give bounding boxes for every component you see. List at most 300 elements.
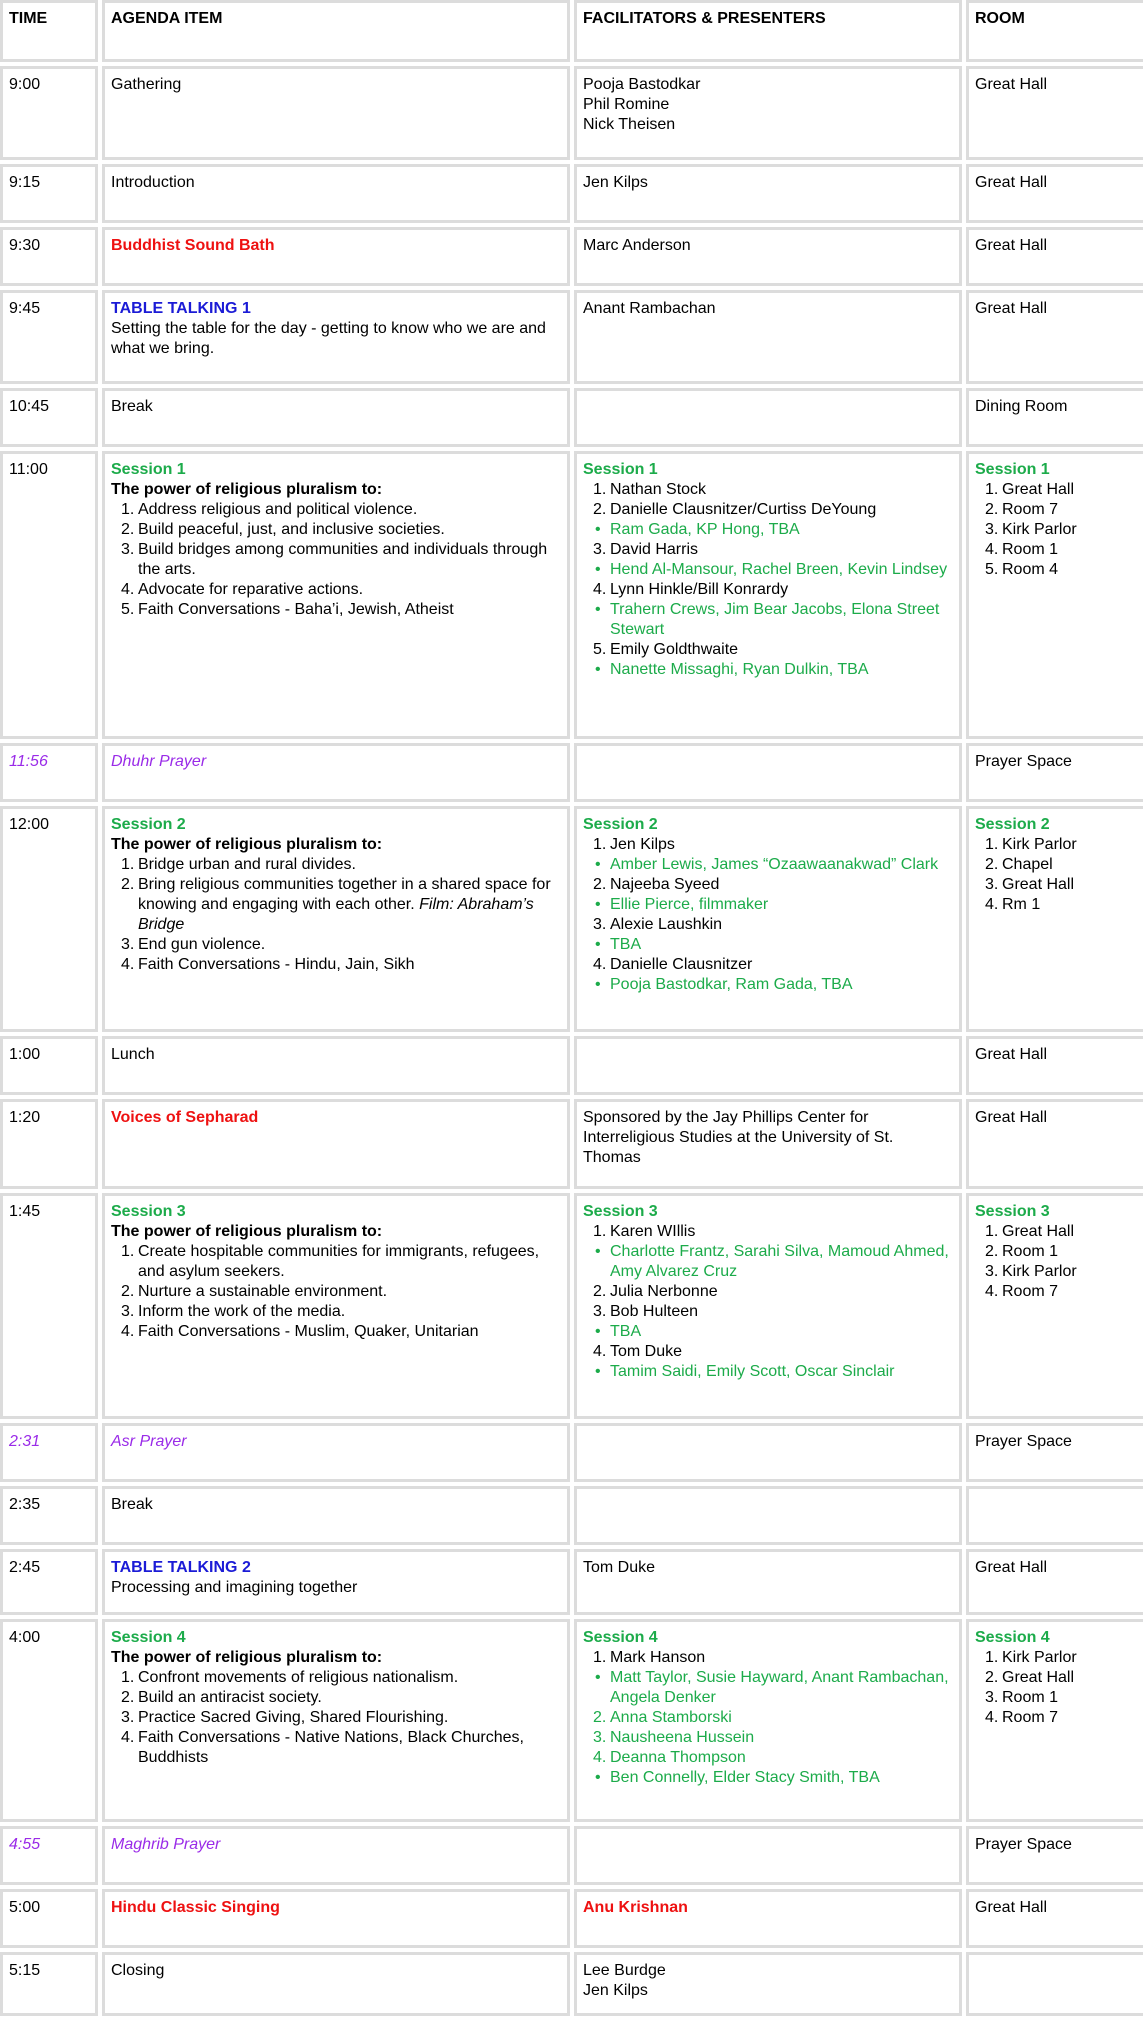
row-time: 11:00 — [0, 451, 98, 739]
agenda-row — [0, 1549, 1143, 1615]
list-number: 3. — [121, 541, 135, 558]
list-number: 4. — [121, 1729, 135, 1746]
row-room: Dining Room — [966, 388, 1143, 447]
row-room — [966, 1193, 1143, 1419]
session-topic-list — [111, 1668, 561, 1768]
list-item-text: Room 7 — [1002, 1709, 1059, 1726]
list-number: 3. — [593, 541, 607, 558]
list-item-text: Faith Conversations - Baha’i, Jewish, Atheist — [138, 601, 454, 618]
row-time: 5:00 — [0, 1889, 98, 1948]
row-item: Gathering — [102, 66, 570, 160]
row-room — [966, 1486, 1143, 1545]
list-item — [583, 835, 953, 855]
list-number: 3. — [593, 916, 607, 933]
row-time: 12:00 — [0, 806, 98, 1032]
bullet-marker: • — [595, 1669, 601, 1686]
session-title: Session 4 — [111, 1629, 186, 1646]
row-time: 5:15 — [0, 1952, 98, 2016]
list-item — [583, 500, 953, 520]
list-item-text: Amber Lewis, James “Ozaawaanakwad” Clark — [610, 856, 939, 873]
list-item — [975, 1688, 1138, 1708]
row-room: Great Hall — [966, 66, 1143, 160]
row-facilitators: Anu Krishnan — [574, 1889, 962, 1948]
list-item-text: Create hospitable communities for immigrants, refugees, and asylum seekers. — [138, 1243, 540, 1280]
agenda-row — [0, 1423, 1143, 1482]
list-item: 1. Bridge urban and rural divides. — [121, 856, 356, 873]
list-number: 2. — [593, 501, 607, 518]
row-time: 1:45 — [0, 1193, 98, 1419]
row-room: Great Hall — [966, 290, 1143, 384]
list-item-text: Room 7 — [1002, 1283, 1059, 1300]
list-number: 4. — [985, 1283, 999, 1300]
row-room — [966, 806, 1143, 1032]
list-item — [111, 1688, 561, 1708]
agenda-row-session — [0, 1193, 1143, 1419]
row-room: Great Hall — [966, 1549, 1143, 1615]
list-item — [111, 1282, 561, 1302]
list-number: 1. — [121, 501, 135, 518]
list-item-text: Confront movements of religious nationalism. — [138, 1669, 459, 1686]
session-topic-list — [111, 1242, 561, 1342]
row-time: 11:56 — [0, 743, 98, 802]
list-item — [975, 1242, 1138, 1262]
list-item-text: Room 4 — [1002, 561, 1059, 578]
row-facilitators: Anant Rambachan — [574, 290, 962, 384]
list-item — [975, 560, 1138, 580]
list-number: 4. — [985, 541, 999, 558]
list-item — [975, 480, 1138, 500]
session-title: Session 2 — [111, 816, 186, 833]
row-room — [966, 451, 1143, 739]
table-talking-title: TABLE TALKING 2 — [111, 1559, 251, 1576]
list-item — [583, 1302, 953, 1322]
list-item — [111, 1668, 561, 1688]
agenda-row — [0, 1099, 1143, 1189]
agenda-row — [0, 66, 1143, 160]
list-item-text: Charlotte Frantz, Sarahi Silva, Mamoud Ahmed, Amy Alvarez Cruz — [610, 1243, 949, 1280]
list-number: 4. — [121, 581, 135, 598]
row-room: Great Hall — [966, 1099, 1143, 1189]
row-item: Lunch — [102, 1036, 570, 1095]
list-item-text: Hend Al-Mansour, Rachel Breen, Kevin Lindsey — [610, 561, 948, 578]
list-item — [583, 1648, 953, 1668]
facilitator-name: Jen Kilps — [583, 1982, 648, 1999]
agenda-row — [0, 1952, 1143, 2016]
agenda-row — [0, 1826, 1143, 1885]
row-facilitators — [574, 388, 962, 447]
row-item: Break — [102, 388, 570, 447]
list-item-text: Rm 1 — [1002, 896, 1041, 913]
list-item-text: TBA — [610, 1323, 642, 1340]
agenda-row-session — [0, 1619, 1143, 1822]
list-number: 4. — [121, 1323, 135, 1340]
row-item: Introduction — [102, 164, 570, 223]
list-item-text: Faith Conversations - Native Nations, Black Churches, Buddhists — [138, 1729, 524, 1766]
list-item-text: Advocate for reparative actions. — [138, 581, 364, 598]
list-item — [583, 935, 953, 955]
list-item-text: Chapel — [1002, 856, 1053, 873]
list-item-text: Great Hall — [1002, 1669, 1075, 1686]
row-item: Buddhist Sound Bath — [102, 227, 570, 286]
list-item-text: Faith Conversations - Muslim, Quaker, Unitarian — [138, 1323, 479, 1340]
list-number: 3. — [985, 876, 999, 893]
row-facilitators: Jen Kilps — [574, 164, 962, 223]
bullet-marker: • — [595, 976, 601, 993]
list-item-text: Great Hall — [1002, 876, 1075, 893]
list-item-text: Nurture a sustainable environment. — [138, 1283, 388, 1300]
row-room: Great Hall — [966, 164, 1143, 223]
list-item-text: Tamim Saidi, Emily Scott, Oscar Sinclair — [610, 1363, 895, 1380]
list-item-text: Tom Duke — [610, 1343, 683, 1360]
row-room: Prayer Space — [966, 1423, 1143, 1482]
facilitator-list — [583, 1222, 953, 1382]
list-item — [583, 640, 953, 660]
room-list — [975, 480, 1138, 580]
row-room: Prayer Space — [966, 743, 1143, 802]
list-item — [583, 1322, 953, 1342]
bullet-marker: • — [595, 1769, 601, 1786]
list-number: 1. — [593, 1223, 607, 1240]
list-item — [583, 895, 953, 915]
row-item: Asr Prayer — [102, 1423, 570, 1482]
list-number: 2. — [985, 1243, 999, 1260]
room-list — [975, 1222, 1138, 1302]
list-item-text: Jen Kilps — [610, 836, 675, 853]
list-number: 3. — [593, 1729, 607, 1746]
list-item — [975, 520, 1138, 540]
agenda-row — [0, 1036, 1143, 1095]
facilitator-name: Phil Romine — [583, 96, 670, 113]
list-number: 1. — [593, 481, 607, 498]
row-item — [102, 451, 570, 739]
list-item — [111, 600, 561, 620]
row-item: Dhuhr Prayer — [102, 743, 570, 802]
list-item — [583, 600, 953, 640]
list-number: 2. — [121, 521, 135, 538]
list-item-text: Room 7 — [1002, 501, 1059, 518]
list-item — [111, 580, 561, 600]
list-item: 3. End gun violence. — [121, 936, 266, 953]
row-item — [102, 806, 570, 1032]
facilitator-name: Pooja Bastodkar — [583, 76, 701, 93]
row-time: 4:00 — [0, 1619, 98, 1822]
row-time: 2:35 — [0, 1486, 98, 1545]
row-time: 9:00 — [0, 66, 98, 160]
list-number: 4. — [593, 581, 607, 598]
session-title: Session 4 — [583, 1629, 658, 1646]
header-facilitators: FACILITATORS & PRESENTERS — [574, 0, 962, 62]
bullet-marker: • — [595, 1243, 601, 1260]
list-number: 5. — [121, 601, 135, 618]
row-facilitators — [574, 1423, 962, 1482]
list-item-text: Room 1 — [1002, 1689, 1059, 1706]
list-item — [111, 500, 561, 520]
list-item — [111, 1242, 561, 1282]
table-talking-title: TABLE TALKING 1 — [111, 300, 251, 317]
list-item — [583, 560, 953, 580]
bullet-marker: • — [595, 856, 601, 873]
list-item-text: Nanette Missaghi, Ryan Dulkin, TBA — [610, 661, 869, 678]
list-number: 1. — [593, 836, 607, 853]
list-item-text: Room 1 — [1002, 1243, 1059, 1260]
row-facilitators — [574, 1486, 962, 1545]
list-item — [975, 500, 1138, 520]
film-title: Film: Abraham’s Bridge — [138, 896, 534, 933]
row-facilitators — [574, 1193, 962, 1419]
list-item — [975, 855, 1138, 875]
list-item — [583, 1362, 953, 1382]
list-item-text: Deanna Thompson — [610, 1749, 746, 1766]
table-talking-description: Setting the table for the day - getting to know who we are and what we bring. — [111, 320, 546, 357]
list-number: 1. — [121, 1669, 135, 1686]
list-item-text: David Harris — [610, 541, 699, 558]
agenda-row — [0, 1486, 1143, 1545]
row-item: Voices of Sepharad — [102, 1099, 570, 1189]
list-item-text: Address religious and political violence. — [138, 501, 418, 518]
row-facilitators — [574, 1826, 962, 1885]
list-number: 4. — [985, 1709, 999, 1726]
row-facilitators: Marc Anderson — [574, 227, 962, 286]
list-item — [583, 1728, 953, 1748]
session-title: Session 1 — [975, 461, 1050, 478]
row-facilitators — [574, 1952, 962, 2016]
list-item-text: Room 1 — [1002, 541, 1059, 558]
row-item — [102, 1193, 570, 1419]
list-item-text: Build bridges among communities and individuals through the arts. — [138, 541, 548, 578]
bullet-marker: • — [595, 561, 601, 578]
list-number: 2. — [121, 1283, 135, 1300]
list-item — [583, 660, 953, 680]
session-lead: The power of religious pluralism to: — [111, 1649, 383, 1666]
list-number: 2. — [593, 1709, 607, 1726]
list-item — [583, 1282, 953, 1302]
agenda-row — [0, 388, 1143, 447]
list-item — [975, 1222, 1138, 1242]
header-row — [0, 0, 1143, 62]
list-item-text: Julia Nerbonne — [610, 1283, 718, 1300]
agenda-row — [0, 227, 1143, 286]
list-item-text: Lynn Hinkle/Bill Konrardy — [610, 581, 789, 598]
header-agenda-item: AGENDA ITEM — [102, 0, 570, 62]
list-item — [975, 540, 1138, 560]
session-title: Session 2 — [975, 816, 1050, 833]
bullet-marker: • — [595, 896, 601, 913]
list-number: 3. — [985, 1689, 999, 1706]
row-time: 9:15 — [0, 164, 98, 223]
list-item — [583, 1708, 953, 1728]
list-number: 2. — [121, 1689, 135, 1706]
list-item-text: TBA — [610, 936, 642, 953]
row-item — [102, 1619, 570, 1822]
agenda-row — [0, 164, 1143, 223]
session-title: Session 3 — [583, 1203, 658, 1220]
list-item — [975, 1668, 1138, 1688]
list-item — [975, 1262, 1138, 1282]
session-title: Session 4 — [975, 1629, 1050, 1646]
header-room: ROOM — [966, 0, 1143, 62]
list-number: 3. — [593, 1303, 607, 1320]
facilitator-list — [583, 480, 953, 680]
list-item — [583, 955, 953, 975]
facilitator-list — [583, 1648, 953, 1788]
row-time: 10:45 — [0, 388, 98, 447]
list-item-text: Inform the work of the media. — [138, 1303, 346, 1320]
list-item — [583, 1222, 953, 1242]
list-item — [111, 540, 561, 580]
row-facilitators — [574, 1036, 962, 1095]
list-item — [583, 540, 953, 560]
list-number: 4. — [593, 956, 607, 973]
row-facilitators — [574, 451, 962, 739]
list-number: 1. — [985, 1223, 999, 1240]
list-number: 1. — [121, 1243, 135, 1260]
list-number: 1. — [985, 481, 999, 498]
row-time: 2:45 — [0, 1549, 98, 1615]
list-item-text: Kirk Parlor — [1002, 1263, 1077, 1280]
list-item-text: Build peaceful, just, and inclusive societies. — [138, 521, 445, 538]
list-number: 1. — [985, 1649, 999, 1666]
list-item-text: Build an antiracist society. — [138, 1689, 322, 1706]
list-item-text: Practice Sacred Giving, Shared Flourishing. — [138, 1709, 449, 1726]
row-room: Great Hall — [966, 1889, 1143, 1948]
list-item-text: Alexie Laushkin — [610, 916, 723, 933]
list-number: 3. — [121, 1709, 135, 1726]
row-room — [966, 1619, 1143, 1822]
agenda-row — [0, 1889, 1143, 1948]
row-room — [966, 1952, 1143, 2016]
bullet-marker: • — [595, 521, 601, 538]
list-item: 2. Bring religious communities together in a shared space for knowing and engaging with each other. Film: Abraham’s Bridge — [121, 876, 551, 933]
bullet-marker: • — [595, 1363, 601, 1380]
list-item-text: Ben Connelly, Elder Stacy Smith, TBA — [610, 1769, 880, 1786]
list-number: 3. — [121, 1303, 135, 1320]
list-item — [975, 875, 1138, 895]
bullet-marker: • — [595, 936, 601, 953]
row-room: Prayer Space — [966, 1826, 1143, 1885]
row-item: Maghrib Prayer — [102, 1826, 570, 1885]
row-time: 4:55 — [0, 1826, 98, 1885]
bullet-marker: • — [595, 1323, 601, 1340]
room-list — [975, 1648, 1138, 1728]
list-item-text: Nausheena Hussein — [610, 1729, 755, 1746]
agenda-row — [0, 290, 1143, 384]
agenda-row-session — [0, 806, 1143, 1032]
row-time: 2:31 — [0, 1423, 98, 1482]
list-number: 2. — [985, 1669, 999, 1686]
list-number: 3. — [985, 1263, 999, 1280]
list-item-text: Mark Hanson — [610, 1649, 706, 1666]
row-item — [102, 290, 570, 384]
session-lead: The power of religious pluralism to: — [111, 1223, 383, 1240]
list-item — [583, 1748, 953, 1768]
list-item-text: Matt Taylor, Susie Hayward, Anant Rambachan, Angela Denker — [610, 1669, 949, 1706]
list-number: 5. — [593, 641, 607, 658]
header-time: TIME — [0, 0, 98, 62]
row-time: 1:20 — [0, 1099, 98, 1189]
row-facilitators — [574, 66, 962, 160]
agenda-row-session — [0, 451, 1143, 739]
list-item-text: Bob Hulteen — [610, 1303, 699, 1320]
row-facilitators — [574, 1619, 962, 1822]
agenda-row — [0, 743, 1143, 802]
row-facilitators: Tom Duke — [574, 1549, 962, 1615]
list-item-text: Karen WIllis — [610, 1223, 696, 1240]
list-number: 2. — [985, 501, 999, 518]
list-number: 2. — [985, 856, 999, 873]
list-item — [583, 855, 953, 875]
list-number: 3. — [985, 521, 999, 538]
list-item — [583, 1242, 953, 1282]
session-title: Session 2 — [583, 816, 658, 833]
list-item-text: Kirk Parlor — [1002, 521, 1077, 538]
row-facilitators — [574, 743, 962, 802]
list-number: 2. — [593, 876, 607, 893]
list-item — [583, 1668, 953, 1708]
row-item: Hindu Classic Singing — [102, 1889, 570, 1948]
facilitator-list — [583, 835, 953, 995]
session-title: Session 3 — [975, 1203, 1050, 1220]
list-item — [583, 915, 953, 935]
list-item-text: Kirk Parlor — [1002, 1649, 1077, 1666]
list-item — [975, 895, 1138, 915]
room-list — [975, 835, 1138, 915]
list-item — [111, 1302, 561, 1322]
row-time: 9:45 — [0, 290, 98, 384]
list-item — [583, 520, 953, 540]
list-item — [583, 1342, 953, 1362]
list-item — [975, 1282, 1138, 1302]
session-title: Session 1 — [583, 461, 658, 478]
list-item-text: Great Hall — [1002, 1223, 1075, 1240]
list-item — [583, 580, 953, 600]
list-item — [975, 1708, 1138, 1728]
list-item — [583, 480, 953, 500]
list-item — [111, 1708, 561, 1728]
session-topic-list — [111, 855, 561, 975]
list-item — [975, 835, 1138, 855]
list-item-text: Great Hall — [1002, 481, 1075, 498]
list-number: 2. — [593, 1283, 607, 1300]
row-time: 1:00 — [0, 1036, 98, 1095]
row-room: Great Hall — [966, 227, 1143, 286]
facilitator-name: Lee Burdge — [583, 1962, 666, 1979]
row-item — [102, 1549, 570, 1615]
bullet-marker: • — [595, 601, 601, 618]
list-item-text: Ram Gada, KP Hong, TBA — [610, 521, 800, 538]
list-item-text: Ellie Pierce, filmmaker — [610, 896, 769, 913]
list-item — [111, 520, 561, 540]
list-number: 4. — [985, 896, 999, 913]
row-item: Break — [102, 1486, 570, 1545]
list-number: 1. — [593, 1649, 607, 1666]
row-facilitators: Sponsored by the Jay Phillips Center for Interreligious Studies at the University of St. Thomas — [574, 1099, 962, 1189]
table-talking-description: Processing and imagining together — [111, 1579, 358, 1596]
list-item — [111, 1728, 561, 1768]
list-item-text: Anna Stamborski — [610, 1709, 732, 1726]
list-number: 4. — [593, 1749, 607, 1766]
list-item: 4. Faith Conversations - Hindu, Jain, Sikh — [121, 956, 415, 973]
list-item — [975, 1648, 1138, 1668]
list-item-text: Trahern Crews, Jim Bear Jacobs, Elona Street Stewart — [610, 601, 940, 638]
list-number: 5. — [985, 561, 999, 578]
list-item-text: Nathan Stock — [610, 481, 707, 498]
session-lead: The power of religious pluralism to: — [111, 481, 383, 498]
facilitator-name: Nick Theisen — [583, 116, 676, 133]
session-title: Session 1 — [111, 461, 186, 478]
list-item-text: Danielle Clausnitzer/Curtiss DeYoung — [610, 501, 877, 518]
list-number: 1. — [985, 836, 999, 853]
list-item-text: Kirk Parlor — [1002, 836, 1077, 853]
